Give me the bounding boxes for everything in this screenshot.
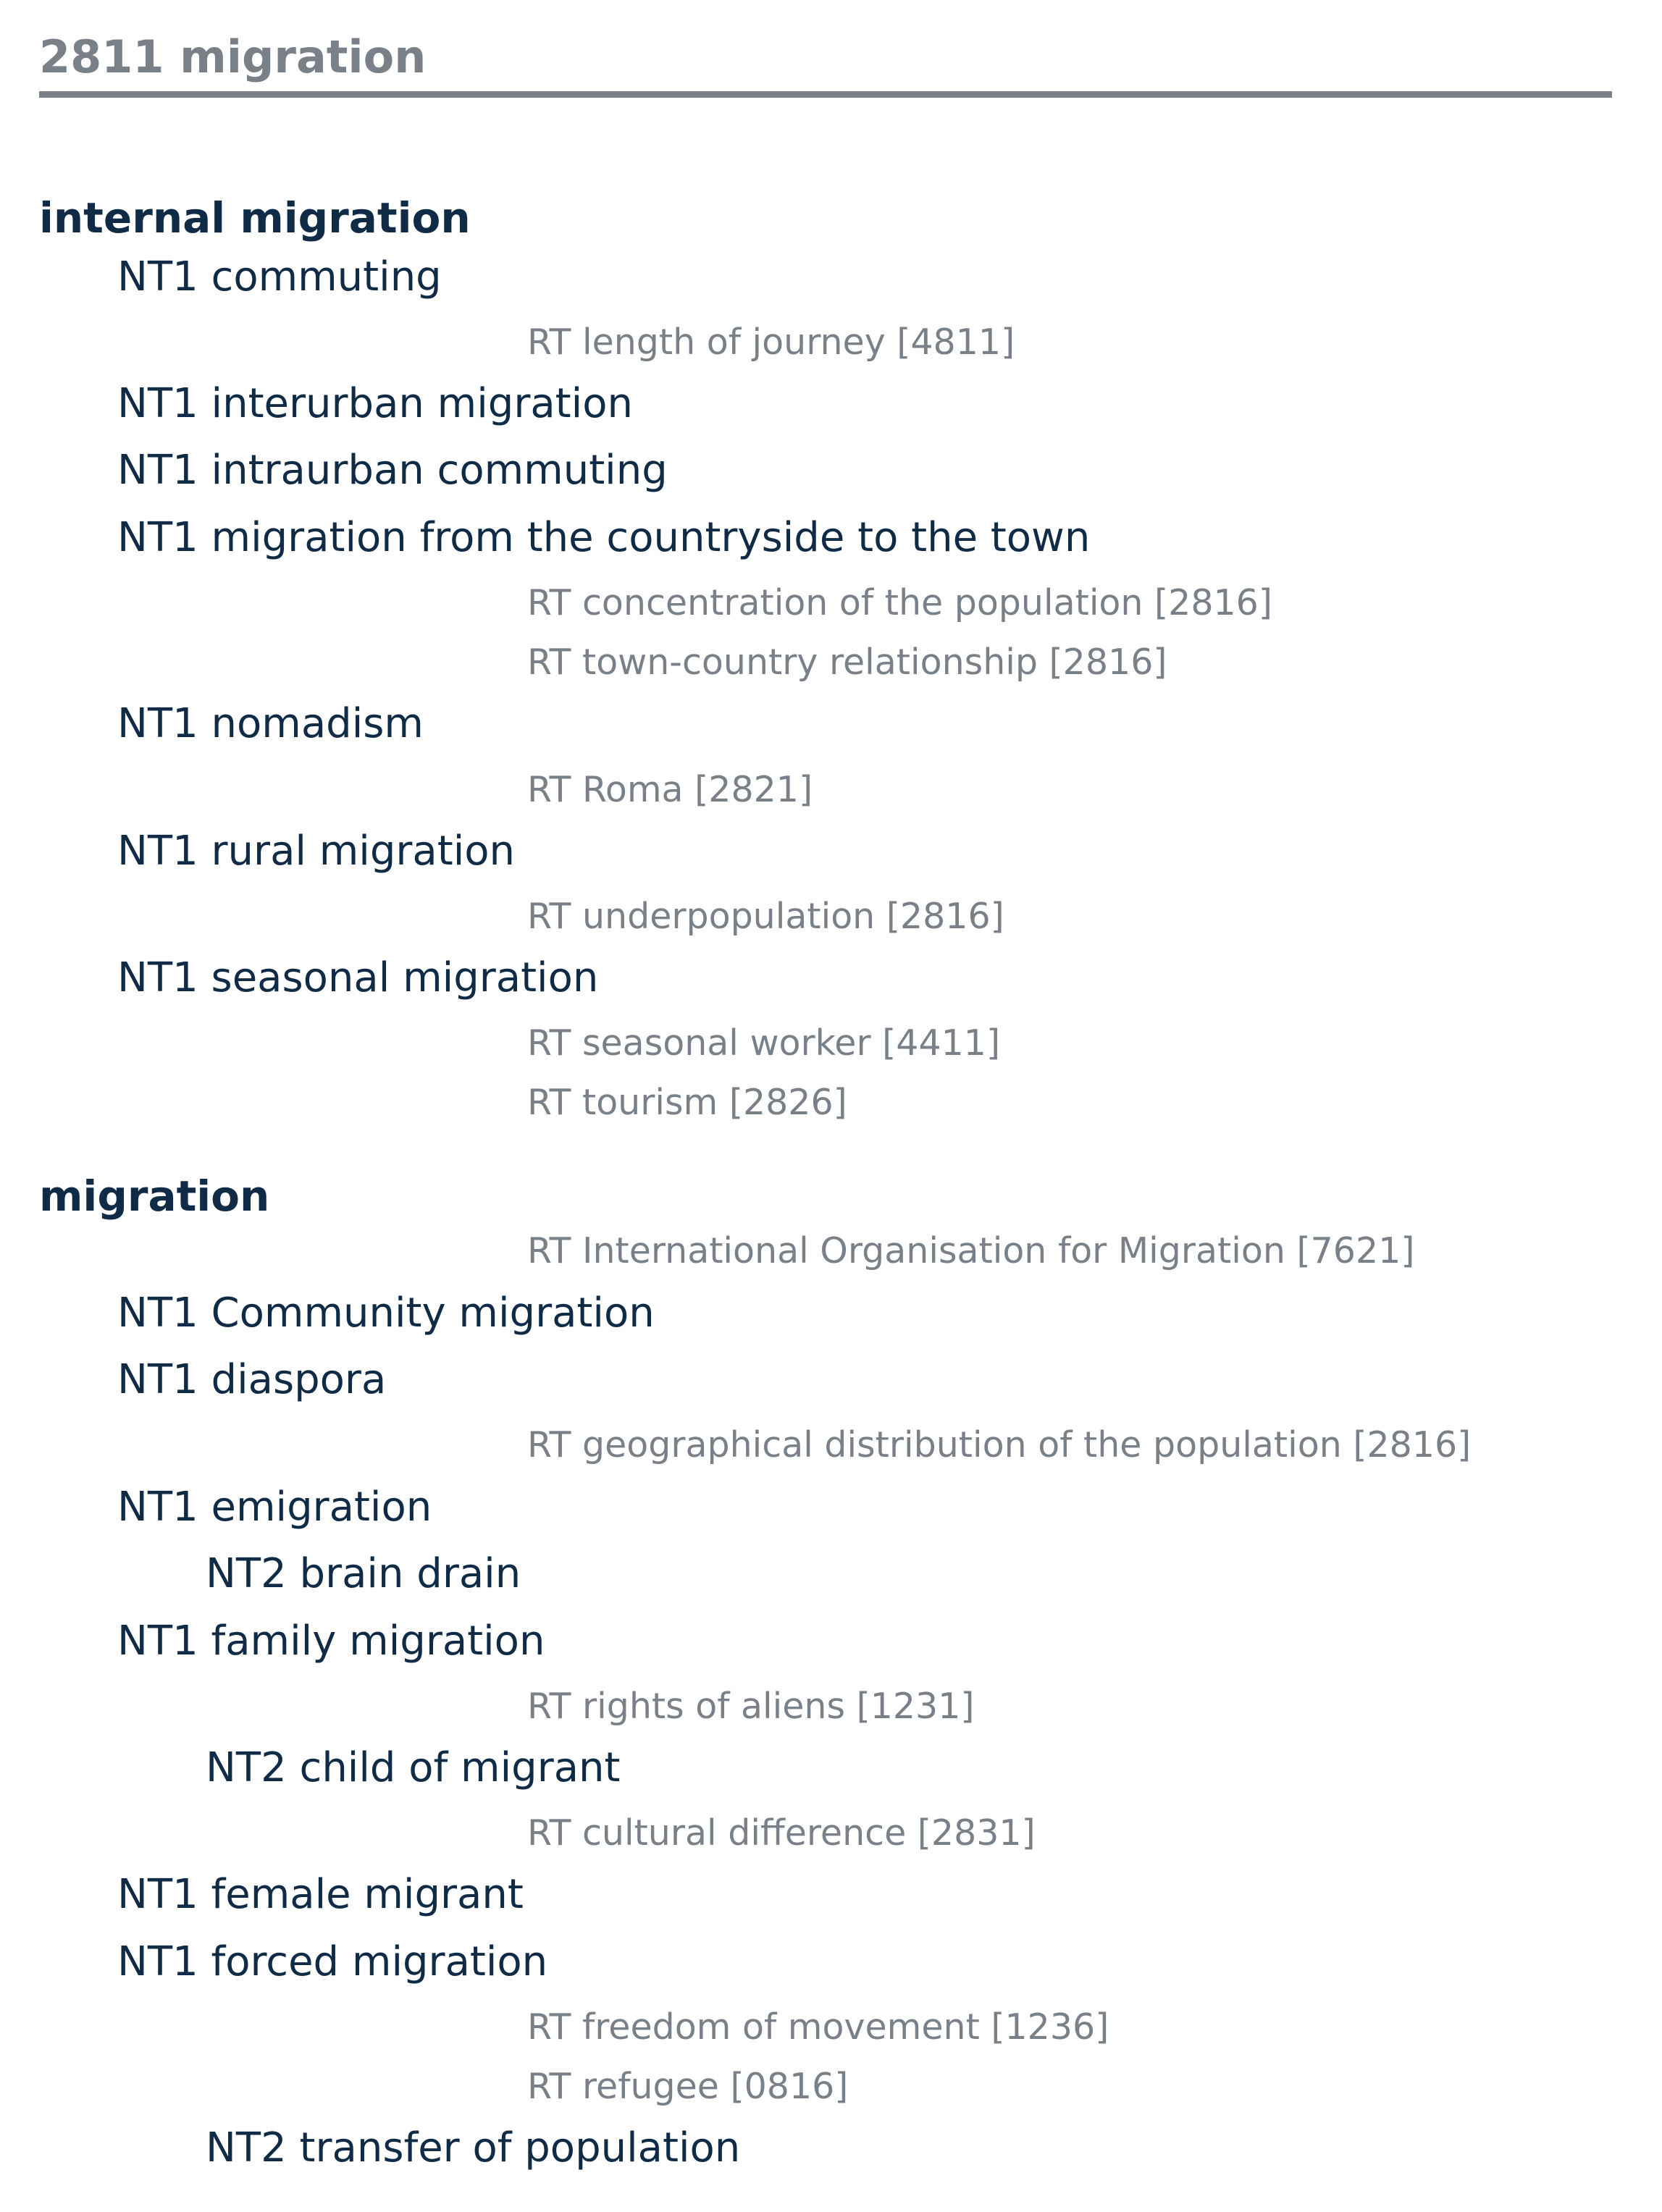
term-heading: migration — [39, 1172, 270, 1221]
narrower-term-link[interactable]: NT1 commuting — [117, 253, 442, 300]
narrower-term-link[interactable]: NT1 seasonal migration — [117, 954, 599, 1001]
related-term-link[interactable]: RT geographical distribution of the population [2816] — [527, 1424, 1472, 1465]
related-term-link[interactable]: RT International Organisation for Migration [7621] — [527, 1230, 1415, 1271]
related-term-link[interactable]: RT length of journey [4811] — [527, 321, 1015, 363]
page-title: 2811 migration — [39, 30, 427, 83]
title-underline — [39, 91, 1612, 98]
related-term-link[interactable]: RT seasonal worker [4411] — [527, 1022, 1001, 1064]
narrower-term-link[interactable]: NT1 interurban migration — [117, 380, 633, 427]
related-term-link[interactable]: RT freedom of movement [1236] — [527, 2006, 1109, 2048]
narrower-term-link[interactable]: NT1 migration from the countryside to the town — [117, 514, 1091, 561]
narrower-term-link[interactable]: NT1 emigration — [117, 1484, 432, 1531]
related-term-link[interactable]: RT Roma [2821] — [527, 769, 813, 810]
narrower-term-level2-link[interactable]: NT2 transfer of population — [206, 2124, 741, 2171]
narrower-term-link[interactable]: NT1 Community migration — [117, 1290, 655, 1337]
narrower-term-link[interactable]: NT1 family migration — [117, 1618, 545, 1665]
related-term-link[interactable]: RT refugee [0816] — [527, 2066, 849, 2107]
narrower-term-level2-link[interactable]: NT2 child of migrant — [206, 1744, 621, 1791]
narrower-term-level2-link[interactable]: NT2 brain drain — [206, 1550, 521, 1597]
related-term-link[interactable]: RT town-country relationship [2816] — [527, 642, 1167, 683]
related-term-link[interactable]: RT tourism [2826] — [527, 1082, 847, 1123]
narrower-term-link[interactable]: NT1 diaspora — [117, 1356, 387, 1403]
narrower-term-link[interactable]: NT1 nomadism — [117, 700, 424, 747]
related-term-link[interactable]: RT rights of aliens [1231] — [527, 1686, 975, 1727]
narrower-term-link[interactable]: NT1 female migrant — [117, 1871, 524, 1918]
narrower-term-link[interactable]: NT1 intraurban commuting — [117, 447, 668, 494]
related-term-link[interactable]: RT concentration of the population [2816] — [527, 582, 1272, 623]
narrower-term-link[interactable]: NT1 forced migration — [117, 1938, 548, 1985]
related-term-link[interactable]: RT cultural difference [2831] — [527, 1812, 1036, 1854]
narrower-term-link[interactable]: NT1 rural migration — [117, 828, 516, 875]
related-term-link[interactable]: RT underpopulation [2816] — [527, 896, 1004, 937]
term-heading: internal migration — [39, 193, 471, 243]
